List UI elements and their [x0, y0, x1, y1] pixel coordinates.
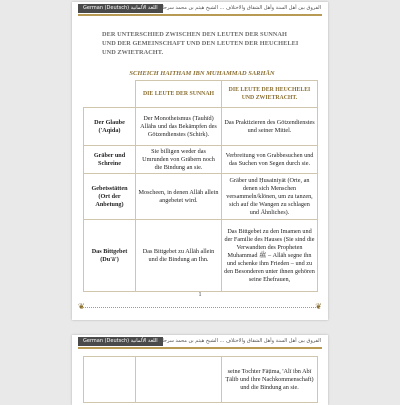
row-topic: [84, 357, 136, 403]
language-tag: [78, 337, 163, 346]
cell-sunnah: Der Monotheismus (Tauhīd) Allāhs und das Bekämpfen des Götzendienstes (Schirk).: [136, 108, 222, 146]
header-rule: [78, 14, 322, 16]
ornament-icon: ❦: [315, 302, 322, 311]
table-row: [84, 146, 318, 174]
language-label-ar: اللغة الألمانية: [130, 5, 158, 11]
row-topic: Das Bittgebet (Du'ā'): [84, 220, 136, 292]
page-header: [72, 2, 328, 14]
language-label: German (Deutsch): [83, 338, 130, 344]
language-label: German (Deutsch): [83, 5, 130, 11]
row-topic: Der Glaube ('Aqida): [84, 108, 136, 146]
cell-heuchelei: Das Praktizieren des Götzendienstes und seiner Mittel.: [222, 108, 318, 146]
row-topic: Gräber und Schreine: [84, 146, 136, 174]
comparison-table: [83, 80, 318, 292]
cell-heuchelei: Verbreitung von Grabbesuchen und das Suchen von Segen durch sie.: [222, 146, 318, 174]
document-author: SCHEICH HAITHAM IBN MUHAMMAD SARHĀN: [129, 70, 275, 77]
cell-sunnah: [136, 357, 222, 403]
table-row: [84, 357, 318, 403]
cell-sunnah: Moscheen, in denen Allāh allein angebetet wird.: [136, 174, 222, 220]
page-header: [72, 335, 328, 347]
language-tag: [78, 4, 163, 13]
language-label-ar: اللغة الألمانية: [130, 338, 158, 344]
header-rule: [78, 347, 322, 349]
table-row: [84, 108, 318, 146]
row-topic: Gebetsstätten (Ort der Anbetung): [84, 174, 136, 220]
document-title: DER UNTERSCHIED ZWISCHEN DEN LEUTEN DER SUNNAH UND DER GEMEINSCHAFT UND DEN LEUTEN DER HEUCHELEI UND ZWIETRACHT.: [102, 31, 299, 56]
comparison-table-continued: [83, 356, 318, 403]
cell-heuchelei: Gräber und Ḥusainiyāt (Orte, an denen sich Menschen versammeln/klönen, um zu tanzen, sich auf die Wangen zu schlagen und Ähnliches).: [222, 174, 318, 220]
cell-sunnah: Sie billigen weder das Umrunden von Gräbern noch die Bindung an sie.: [136, 146, 222, 174]
table-row: [84, 174, 318, 220]
header-title: الفروق بين أهل السنة وأهل الشقاق والاختلاف ... الشيخ هيثم بن محمد سرحان: [158, 5, 321, 11]
document-page-2: [72, 335, 328, 405]
header-title: الفروق بين أهل السنة وأهل الشقاق والاختلاف ... الشيخ هيثم بن محمد سرحان: [158, 338, 321, 344]
table-header-row: [84, 81, 318, 108]
column-header-heuchelei: DIE LEUTE DER HEUCHELEI UND ZWIETRACHT.: [222, 81, 318, 108]
table-corner: [84, 81, 136, 108]
footer-rule: [82, 307, 318, 309]
cell-heuchelei: seine Tochter Fāṭima, 'Alī ibn Abī Ṭālib und ihre Nachkommenschaft) und die Bindung an sie.: [222, 357, 318, 403]
ornament-icon: ❦: [78, 302, 85, 311]
cell-heuchelei: Das Bittgebet zu den Imamen und der Familie des Hauses (Sie sind die Verwandten des Propheten Muhammad ﷺ – Allāh segne ihn und schenke ihm Frieden – und zu den Besonderen unter ihnen gehören seine Ehefrauen,: [222, 220, 318, 292]
page-number: 1: [198, 292, 202, 298]
cell-sunnah: Das Bittgebet zu Allāh allein und die Bindung an Ihn.: [136, 220, 222, 292]
column-header-sunnah: DIE LEUTE DER SUNNAH: [136, 81, 222, 108]
table-row: [84, 220, 318, 292]
document-page-1: [72, 2, 328, 320]
